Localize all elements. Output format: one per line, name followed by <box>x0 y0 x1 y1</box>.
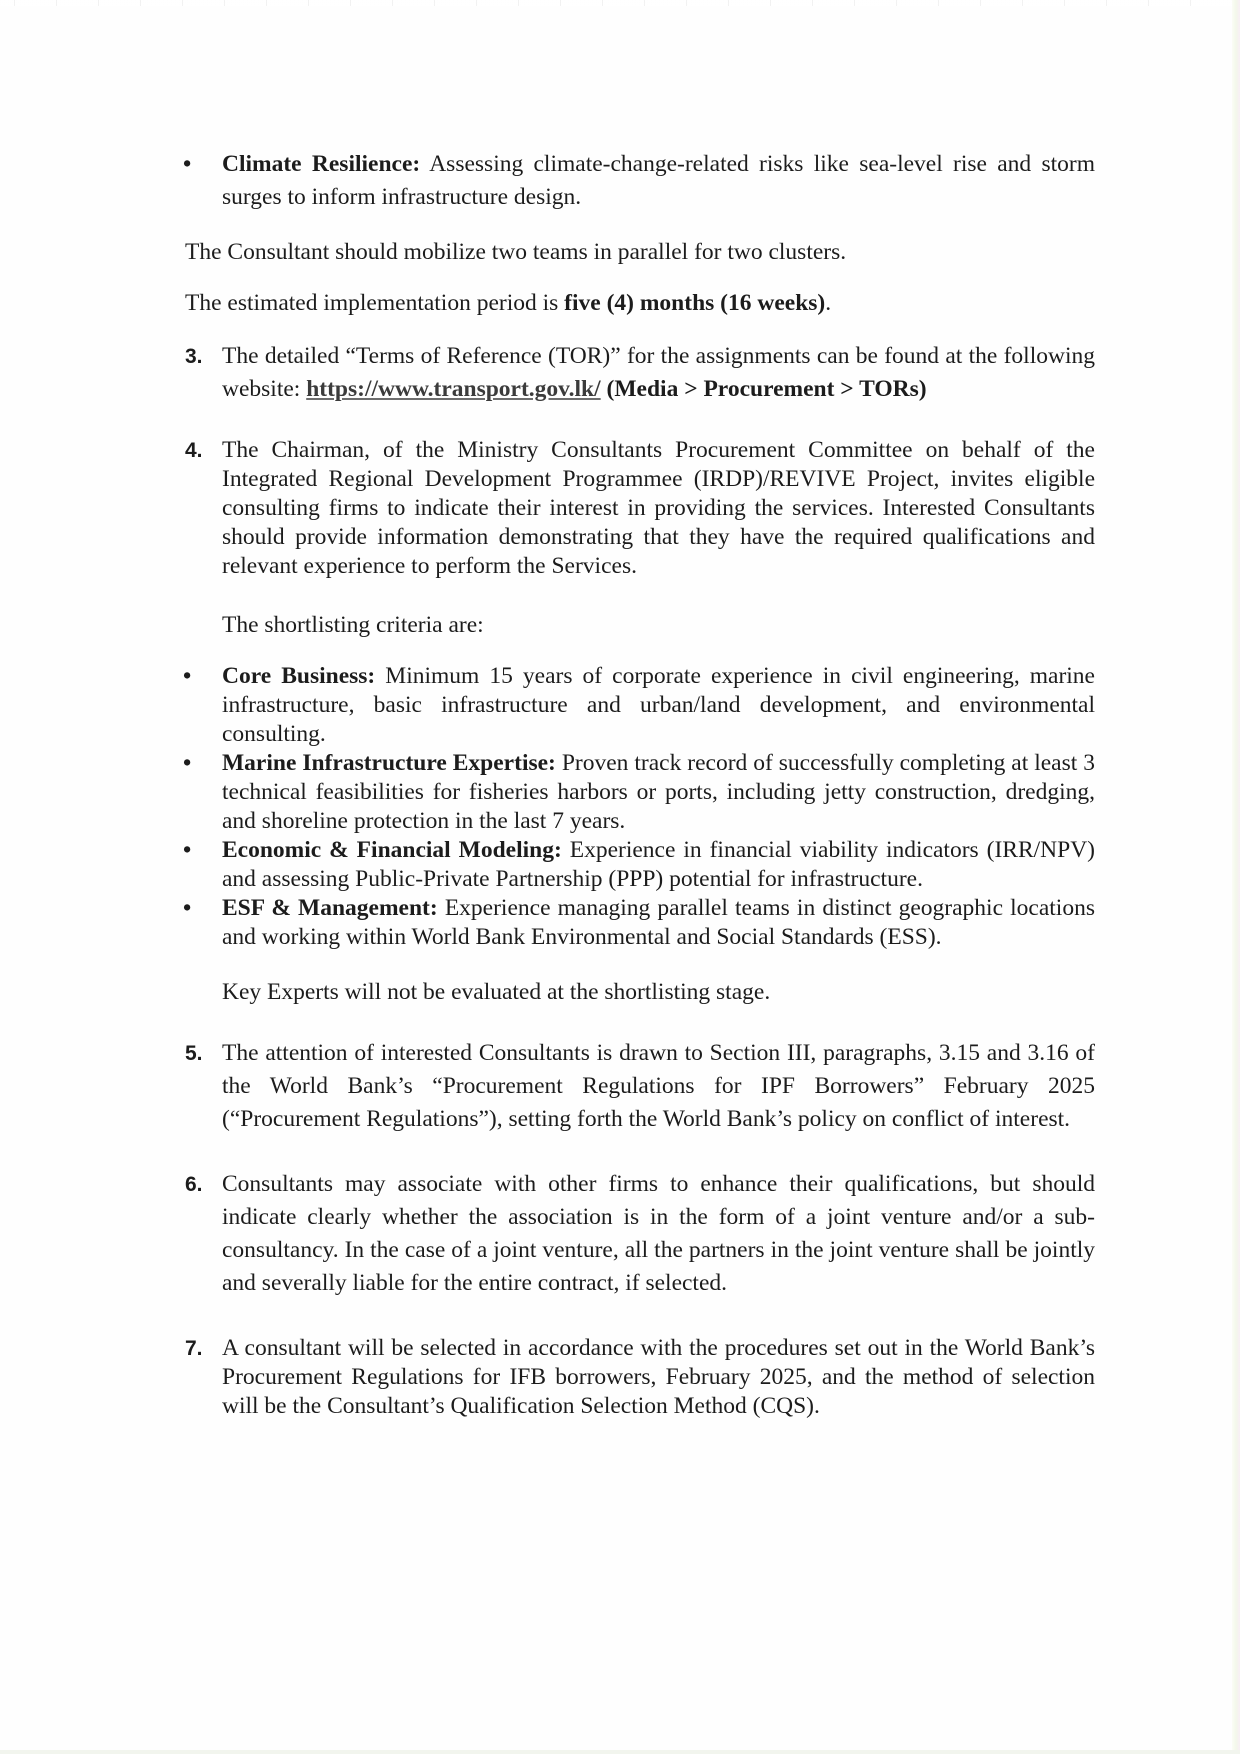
section-6 <box>185 1168 1095 1300</box>
bullet-text: Assessing climate-change-related risks like sea-level rise and storm surges to inform infrastructure design. <box>222 151 1095 210</box>
section-4 <box>185 436 1095 581</box>
bullet-label: Climate Resilience: <box>222 151 421 177</box>
bullet-climate-resilience <box>185 148 1095 214</box>
section-number: 4. <box>185 439 203 462</box>
section-5-text: The attention of interested Consultants is drawn to Section III, paragraphs, 3.15 and 3.16 of the World Bank’s “Procurement Regulations for IPF Borrowers” February 2025 (“Procurement Regulations”), setting forth the World Bank’s policy on conflict of interest. <box>222 1040 1095 1132</box>
criteria-list <box>185 662 1095 952</box>
scan-artifact-top <box>0 0 1240 6</box>
bullet-icon: • <box>183 663 192 689</box>
key-experts-note: Key Experts will not be evaluated at the shortlisting stage. <box>222 979 771 1005</box>
section-number: 6. <box>185 1173 203 1196</box>
section-4-text: The Chairman, of the Ministry Consultants Procurement Committee on behalf of the Integrated Regional Development Programmee (IRDP)/REVIVE Project, invites eligible consulting firms to indicate their interest in providing the services. Interested Consultants should provide information demonstrating that they have the required qualifications and relevant experience to perform the Services. <box>222 437 1095 579</box>
section-5 <box>185 1037 1095 1136</box>
transport-website-link[interactable]: https://www.transport.gov.lk/ <box>306 376 601 402</box>
bullet-icon: • <box>183 837 192 863</box>
criteria-item-marine-expertise: • Marine Infrastructure Expertise: Proven track record of successfully completing at least 3 technical feasibilities for fisheries harbors or ports, including jetty construction, dredging, and shoreline protection in the last 7 years. <box>183 750 1095 834</box>
bullet-icon: • <box>183 151 192 177</box>
section-7 <box>185 1334 1095 1421</box>
bullet-icon: • <box>183 895 192 921</box>
section-7-text: A consultant will be selected in accordance with the procedures set out in the World Bank’s Procurement Regulations for IFB borrowers, February 2025, and the method of selection will be the Consultant’s Qualification Selection Method (CQS). <box>222 1335 1095 1419</box>
implementation-period-paragraph: The estimated implementation period is five (4) months (16 weeks). <box>185 290 832 316</box>
period-duration: five (4) months (16 weeks) <box>564 290 826 316</box>
document-body <box>185 148 1095 1421</box>
navigation-path: (Media > Procurement > TORs) <box>600 376 927 402</box>
mobilize-paragraph: The Consultant should mobilize two teams in parallel for two clusters. <box>185 239 847 265</box>
section-number: 3. <box>185 345 203 368</box>
section-3: 3. The detailed “Terms of Reference (TOR)” for the assignments can be found at the following website: https://www.transport.gov.lk/ (Media > Procurement > TORs) <box>185 340 1095 406</box>
criteria-item-economic-financial: • Economic & Financial Modeling: Experience in financial viability indicators (IRR/NPV) and assessing Public-Private Partnership (PPP) potential for infrastructure. <box>183 837 1095 892</box>
section-number: 7. <box>185 1337 203 1360</box>
scan-artifact-right <box>1232 0 1240 1754</box>
bullet-icon: • <box>183 750 192 776</box>
section-6-text: Consultants may associate with other firms to enhance their qualifications, but should indicate clearly whether the association is in the form of a joint venture and/or a sub-consultancy. In the case of a joint venture, all the partners in the joint venture shall be jointly and severally liable for the entire contract, if selected. <box>222 1171 1095 1296</box>
section-number: 5. <box>185 1042 203 1065</box>
scan-artifact-bottom <box>0 1750 1240 1754</box>
criteria-item-core-business: • Core Business: Minimum 15 years of corporate experience in civil engineering, marine infrastructure, basic infrastructure and urban/land development, and environmental consulting. <box>183 663 1095 747</box>
criteria-item-esf-management: • ESF & Management: Experience managing parallel teams in distinct geographic locations and working within World Bank Environmental and Social Standards (ESS). <box>183 895 1095 950</box>
criteria-intro: The shortlisting criteria are: <box>222 612 484 638</box>
